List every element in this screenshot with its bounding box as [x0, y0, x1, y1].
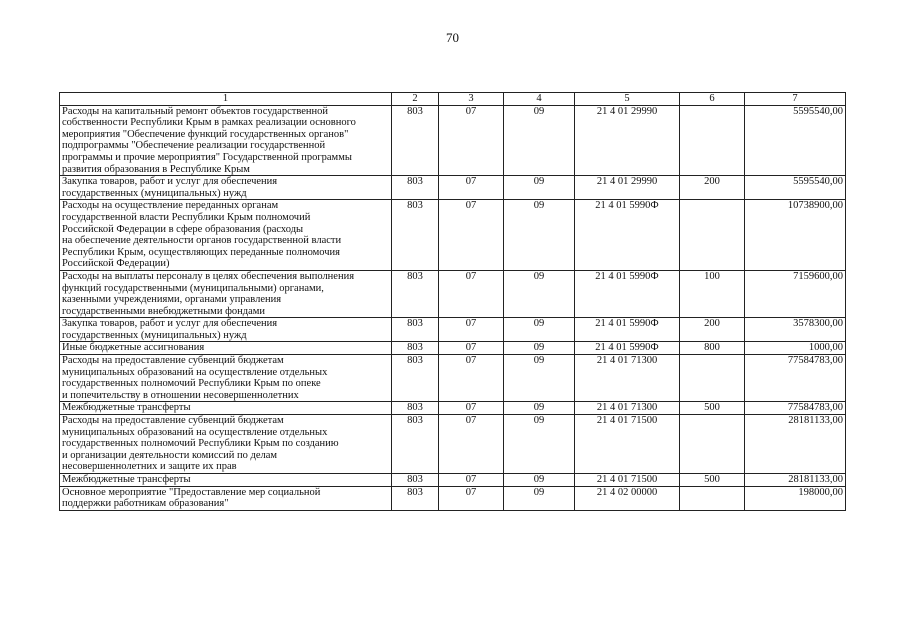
section-code-cell: 07 [439, 402, 504, 415]
row-name-cell: Основное мероприятие "Предоставление мер социальной поддержки работникам образования" [60, 486, 392, 510]
expense-type-cell: 200 [680, 318, 745, 342]
subsection-code-cell: 09 [504, 318, 575, 342]
ministry-code-cell: 803 [392, 176, 439, 200]
table-row [60, 474, 846, 487]
section-code-cell: 07 [439, 105, 504, 176]
section-code-cell: 07 [439, 474, 504, 487]
budget-table [59, 92, 846, 511]
ministry-code-cell: 803 [392, 402, 439, 415]
section-code-cell: 07 [439, 355, 504, 402]
table-row [60, 105, 846, 176]
amount-cell: 28181133,00 [745, 474, 846, 487]
amount-cell: 198000,00 [745, 486, 846, 510]
row-name-cell: Расходы на предоставление субвенций бюджетам муниципальных образований на осуществление отдельных государственных полномочий Республики Крым по созданию и организации деятельности комиссий по делам несовершеннолетних и защите их прав [60, 415, 392, 474]
subsection-code-cell: 09 [504, 270, 575, 317]
table-row [60, 342, 846, 355]
row-name-cell: Иные бюджетные ассигнования [60, 342, 392, 355]
table-row [60, 270, 846, 317]
table-body [60, 105, 846, 510]
target-item-cell: 21 4 02 00000 [575, 486, 680, 510]
subsection-code-cell: 09 [504, 402, 575, 415]
table-row [60, 486, 846, 510]
ministry-code-cell: 803 [392, 200, 439, 271]
page-number: 70 [446, 30, 459, 45]
row-name-cell: Закупка товаров, работ и услуг для обеспечения государственных (муниципальных) нужд [60, 318, 392, 342]
target-item-cell: 21 4 01 71300 [575, 402, 680, 415]
target-item-cell: 21 4 01 29990 [575, 176, 680, 200]
ministry-code-cell: 803 [392, 355, 439, 402]
expense-type-cell: 500 [680, 474, 745, 487]
subsection-code-cell: 09 [504, 342, 575, 355]
header-col-7: 7 [745, 93, 846, 106]
amount-cell: 10738900,00 [745, 200, 846, 271]
ministry-code-cell: 803 [392, 105, 439, 176]
expense-type-cell: 500 [680, 402, 745, 415]
row-name-cell: Расходы на выплаты персоналу в целях обеспечения выполнения функций государственными (муниципальными) органами, казенными учреждениями, органами управления государственными внебюджетными фондами [60, 270, 392, 317]
table-row [60, 318, 846, 342]
amount-cell: 3578300,00 [745, 318, 846, 342]
target-item-cell: 21 4 01 5990Ф [575, 342, 680, 355]
expense-type-cell: 100 [680, 270, 745, 317]
row-name-cell: Расходы на осуществление переданных органам государственной власти Республики Крым полномочий Российской Федерации в сфере образования (расходы на обеспечение деятельности органов государственной власти Республики Крым, осуществляющих переданные полномочия Российской Федерации) [60, 200, 392, 271]
ministry-code-cell: 803 [392, 342, 439, 355]
header-col-2: 2 [392, 93, 439, 106]
row-name-cell: Расходы на предоставление субвенций бюджетам муниципальных образований на осуществление отдельных государственных полномочий Республики Крым по опеке и попечительству в отношении несовершеннолетних [60, 355, 392, 402]
subsection-code-cell: 09 [504, 474, 575, 487]
target-item-cell: 21 4 01 71300 [575, 355, 680, 402]
amount-cell: 1000,00 [745, 342, 846, 355]
row-name-cell: Межбюджетные трансферты [60, 402, 392, 415]
expense-type-cell: 800 [680, 342, 745, 355]
target-item-cell: 21 4 01 5990Ф [575, 270, 680, 317]
header-col-1: 1 [60, 93, 392, 106]
amount-cell: 28181133,00 [745, 415, 846, 474]
table-row [60, 176, 846, 200]
amount-cell: 77584783,00 [745, 355, 846, 402]
row-name-cell: Закупка товаров, работ и услуг для обеспечения государственных (муниципальных) нужд [60, 176, 392, 200]
header-col-3: 3 [439, 93, 504, 106]
target-item-cell: 21 4 01 71500 [575, 474, 680, 487]
amount-cell: 77584783,00 [745, 402, 846, 415]
section-code-cell: 07 [439, 176, 504, 200]
ministry-code-cell: 803 [392, 318, 439, 342]
ministry-code-cell: 803 [392, 270, 439, 317]
expense-type-cell: 200 [680, 176, 745, 200]
subsection-code-cell: 09 [504, 486, 575, 510]
ministry-code-cell: 803 [392, 486, 439, 510]
header-col-5: 5 [575, 93, 680, 106]
section-code-cell: 07 [439, 486, 504, 510]
subsection-code-cell: 09 [504, 200, 575, 271]
expense-type-cell [680, 486, 745, 510]
table-row [60, 415, 846, 474]
target-item-cell: 21 4 01 5990Ф [575, 200, 680, 271]
amount-cell: 5595540,00 [745, 105, 846, 176]
table-row [60, 200, 846, 271]
row-name-cell: Расходы на капитальный ремонт объектов государственной собственности Республики Крым в рамках реализации основного мероприятия "Обеспечение функций государственных органов" подпрограммы "Обеспечение реализации государственной программы и прочие мероприятия" Государственной программы развития образования в Республике Крым [60, 105, 392, 176]
amount-cell: 7159600,00 [745, 270, 846, 317]
section-code-cell: 07 [439, 200, 504, 271]
section-code-cell: 07 [439, 342, 504, 355]
section-code-cell: 07 [439, 415, 504, 474]
header-col-6: 6 [680, 93, 745, 106]
table-row [60, 402, 846, 415]
expense-type-cell [680, 200, 745, 271]
amount-cell: 5595540,00 [745, 176, 846, 200]
section-code-cell: 07 [439, 318, 504, 342]
target-item-cell: 21 4 01 71500 [575, 415, 680, 474]
subsection-code-cell: 09 [504, 415, 575, 474]
ministry-code-cell: 803 [392, 474, 439, 487]
expense-type-cell [680, 105, 745, 176]
target-item-cell: 21 4 01 29990 [575, 105, 680, 176]
target-item-cell: 21 4 01 5990Ф [575, 318, 680, 342]
header-col-4: 4 [504, 93, 575, 106]
ministry-code-cell: 803 [392, 415, 439, 474]
subsection-code-cell: 09 [504, 176, 575, 200]
subsection-code-cell: 09 [504, 105, 575, 176]
header-row [60, 93, 846, 106]
section-code-cell: 07 [439, 270, 504, 317]
table-row [60, 355, 846, 402]
row-name-cell: Межбюджетные трансферты [60, 474, 392, 487]
expense-type-cell [680, 415, 745, 474]
subsection-code-cell: 09 [504, 355, 575, 402]
expense-type-cell [680, 355, 745, 402]
